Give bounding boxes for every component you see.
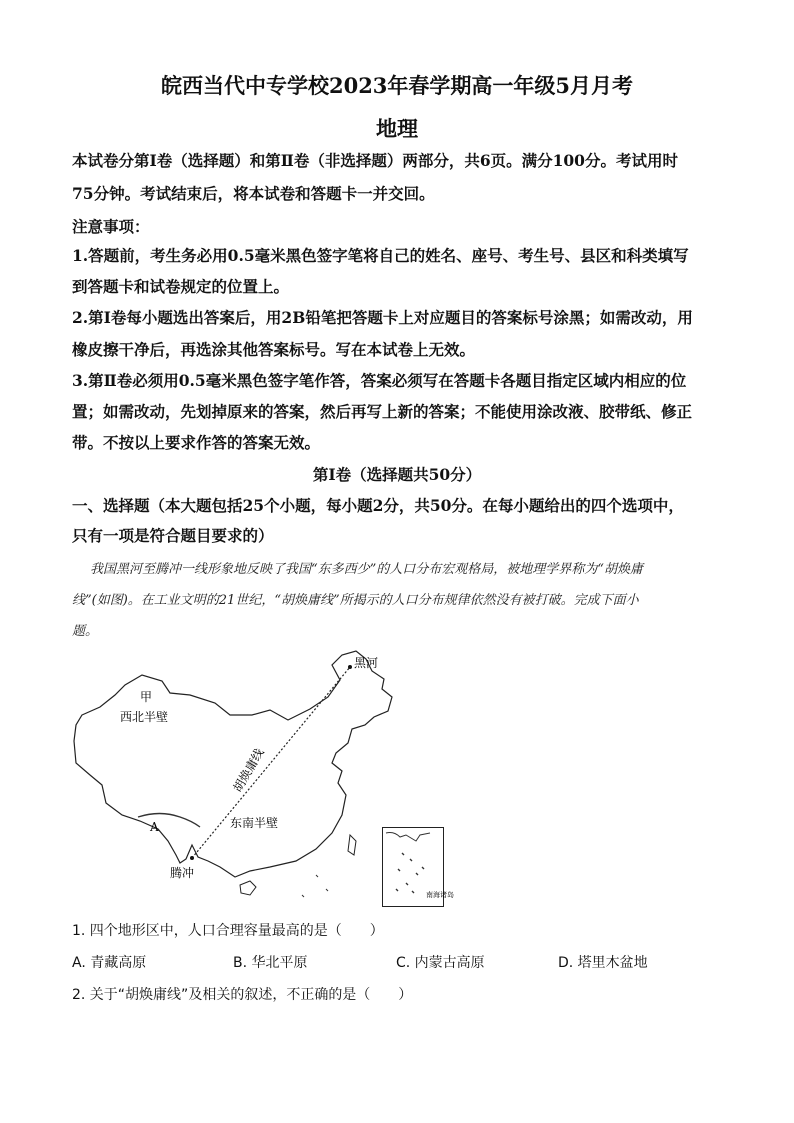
intro-line-1: 本试卷分第Ⅰ卷（选择题）和第Ⅱ卷（非选择题）两部分，共6页。满分100分。考试用时 [72, 151, 678, 170]
instruction-line-2: 只有一项是符合题目要求的） [72, 526, 274, 545]
inset-label: 南海诸岛 [426, 891, 454, 899]
instruction-line-1: 一、选择题（本大题包括25个小题，每小题2分，共50分。在每小题给出的四个选项中， [72, 496, 684, 515]
question-2-stem: 2. 关于“胡焕庸线”及相关的叙述，不正确的是（ ） [72, 987, 413, 1003]
map-label-heihe: 黑河 [354, 656, 379, 670]
map-label-jia: 甲 [140, 690, 153, 704]
inset-islands [396, 853, 424, 893]
inset-coast [386, 833, 430, 842]
taiwan-island [348, 835, 356, 855]
intro-line-2: 75分钟。考试结束后，将本试卷和答题卡一并交回。 [72, 184, 435, 203]
heihe-point [348, 665, 352, 669]
passage-line-1: 我国黑河至腾冲一线形象地反映了我国“东多西少”的人口分布宏观格局，被地理学界称为“胡焕庸 [90, 562, 643, 577]
map-label-southeast: 东南半壁 [230, 816, 279, 830]
small-islands [302, 875, 328, 897]
note-1-line-1: 1.答题前，考生务必用0.5毫米黑色签字笔将自己的姓名、座号、考生号、县区和科类填写 [72, 246, 689, 265]
map-label-tengchong: 腾冲 [170, 866, 195, 880]
hainan-island [240, 881, 256, 895]
passage-line-3: 题。 [72, 624, 99, 639]
question-1-stem: 1. 四个地形区中，人口合理容量最高的是（ ） [72, 923, 384, 939]
passage-line-2: 线”(如图)。在工业文明的21世纪，“胡焕庸线”所揭示的人口分布规律依然没有被打破。完成下面小 [72, 593, 639, 608]
note-2-line-1: 2.第Ⅰ卷每小题选出答案后，用2B铅笔把答题卡上对应题目的答案标号涂黑；如需改动，用 [72, 308, 693, 327]
river-a [138, 814, 200, 828]
note-1-line-2: 到答题卡和试卷规定的位置上。 [72, 277, 290, 296]
note-2-line-2: 橡皮擦干净后，再选涂其他答案标号。写在本试卷上无效。 [72, 340, 476, 359]
question-1-option-c: C. 内蒙古高原 [396, 955, 485, 971]
china-outline [74, 651, 392, 877]
note-3-line-3: 带。不按以上要求作答的答案无效。 [72, 433, 321, 452]
map-label-line: 胡焕庸线 [230, 745, 267, 795]
tengchong-point [190, 856, 194, 860]
map-label-a: A [150, 820, 159, 834]
map-label-northwest: 西北半壁 [120, 710, 169, 724]
question-1-option-a: A. 青藏高原 [72, 955, 147, 971]
note-3-line-2: 置；如需改动，先划掉原来的答案，然后再写上新的答案；不能使用涂改液、胶带纸、修正 [72, 402, 693, 421]
exam-title: 皖西当代中专学校2023年春学期高一年级5月月考 [160, 73, 634, 98]
south-china-sea-inset [382, 827, 454, 907]
notes-heading: 注意事项： [72, 217, 150, 236]
subject-title: 地理 [376, 116, 418, 141]
question-1-option-d: D. 塔里木盆地 [558, 955, 648, 971]
note-3-line-1: 3.第Ⅱ卷必须用0.5毫米黑色签字笔作答，答案必须写在答题卡各题目指定区域内相应的位 [72, 371, 687, 390]
question-1-option-b: B. 华北平原 [233, 955, 308, 971]
section-heading: 第Ⅰ卷（选择题共50分） [312, 465, 482, 484]
